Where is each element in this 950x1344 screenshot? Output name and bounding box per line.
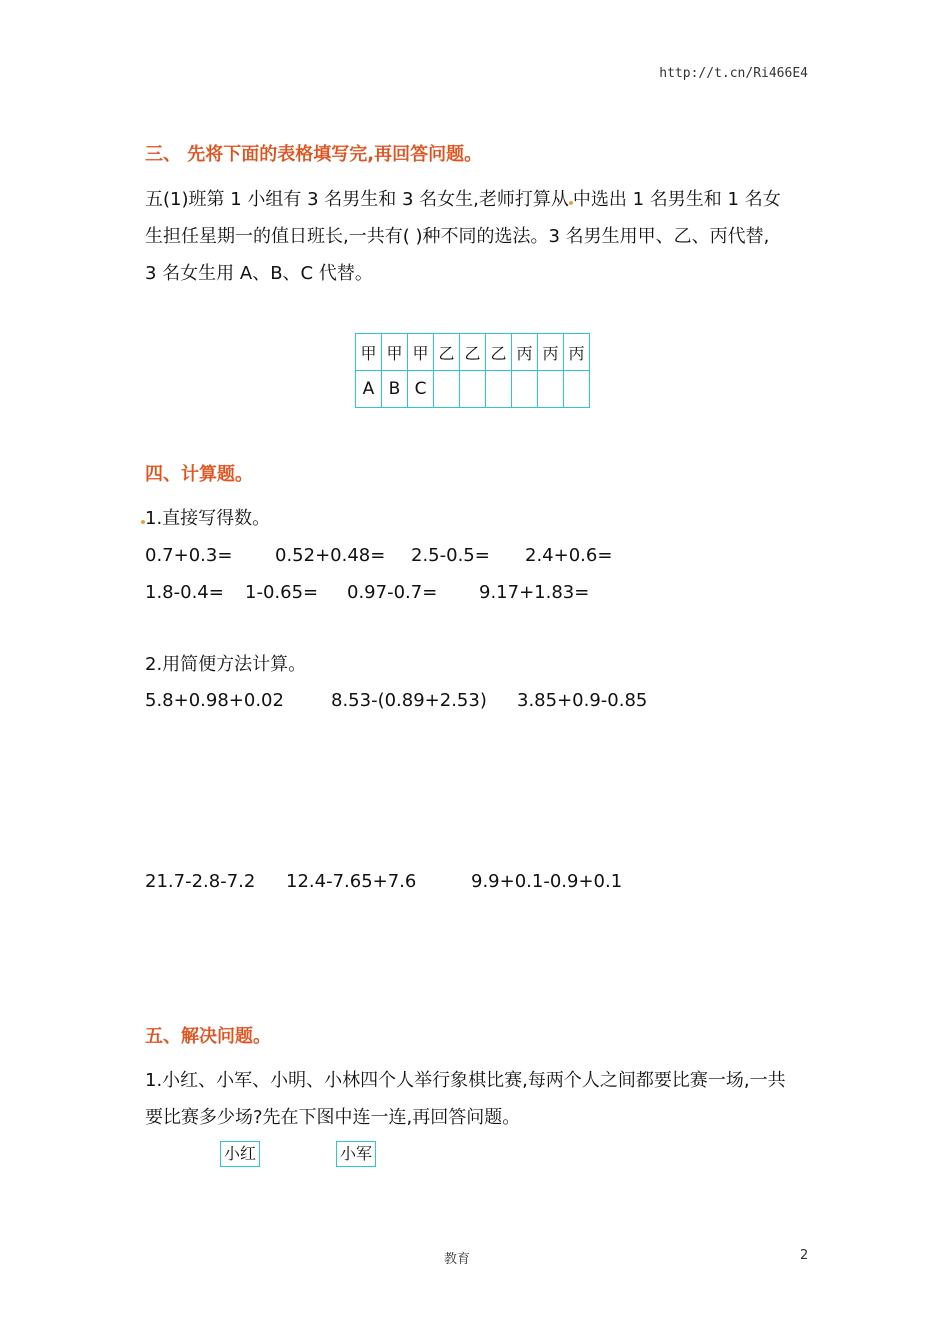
table-cell: 甲 (356, 334, 382, 371)
calc-item: 1-0.65= (245, 582, 319, 603)
calc-item: 0.7+0.3= (145, 545, 233, 566)
table-cell: 甲 (408, 334, 434, 371)
calc-item: 2.4+0.6= (525, 545, 613, 566)
calc-item: 12.4-7.65+7.6 (286, 871, 417, 892)
q1-title: 1.直接写得数。 (145, 508, 271, 529)
section3-para-line1 (145, 181, 781, 218)
table-cell[interactable] (434, 371, 460, 408)
calc-item: 5.8+0.98+0.02 (145, 690, 284, 711)
table-cell[interactable] (512, 371, 538, 408)
name-box-xiaojun: 小军 (336, 1141, 376, 1167)
section3-para-line1a: 五(1)班第 1 小组有 3 名男生和 3 名女生,老师打算从 (145, 189, 569, 210)
name-box-xiaohong: 小红 (220, 1141, 260, 1167)
section3-para-line2: 生担任星期一的值日班长,一共有( )种不同的选法。3 名男生用甲、乙、丙代替, (145, 226, 770, 247)
table-cell: 乙 (460, 334, 486, 371)
calc-item: 2.5-0.5= (411, 545, 490, 566)
table-cell: 丙 (512, 334, 538, 371)
page-number: 2 (800, 1248, 809, 1263)
calc-item: 8.53-(0.89+2.53) (331, 690, 487, 711)
table-cell: 丙 (538, 334, 564, 371)
q2-title: 2.用简便方法计算。 (145, 654, 307, 675)
table-row-girls (356, 371, 590, 408)
table-cell: C (408, 371, 434, 408)
table-cell: 乙 (434, 334, 460, 371)
calc-item: 9.9+0.1-0.9+0.1 (471, 871, 623, 892)
calc-item: 3.85+0.9-0.85 (517, 690, 648, 711)
section5-q1-line1: 1.小红、小军、小明、小林四个人举行象棋比赛,每两个人之间都要比赛一场,一共 (145, 1070, 786, 1091)
table-cell: A (356, 371, 382, 408)
pairing-table (355, 333, 590, 408)
table-cell: B (382, 371, 408, 408)
table-cell[interactable] (486, 371, 512, 408)
section3-para-line1b: 中选出 1 名男生和 1 名女 (572, 189, 781, 210)
table-cell: 乙 (486, 334, 512, 371)
table-cell: 丙 (564, 334, 590, 371)
q1-title-line (141, 500, 270, 537)
header-url: http://t.cn/Ri466E4 (659, 66, 808, 81)
table-row-boys (356, 334, 590, 371)
table-cell[interactable] (460, 371, 486, 408)
section3-para-line3: 3 名女生用 A、B、C 代替。 (145, 263, 373, 284)
section3-title: 三、 先将下面的表格填写完,再回答问题。 (145, 144, 483, 165)
calc-item: 1.8-0.4= (145, 582, 224, 603)
calc-item: 21.7-2.8-7.2 (145, 871, 256, 892)
footer-label: 教育 (444, 1252, 471, 1267)
table-cell: 甲 (382, 334, 408, 371)
calc-item: 9.17+1.83= (479, 582, 590, 603)
table-cell[interactable] (564, 371, 590, 408)
section5-title: 五、解决问题。 (145, 1026, 271, 1047)
table-cell[interactable] (538, 371, 564, 408)
calc-item: 0.97-0.7= (347, 582, 438, 603)
section5-q1-line2: 要比赛多少场?先在下图中连一连,再回答问题。 (145, 1107, 521, 1128)
section4-title: 四、计算题。 (145, 464, 253, 485)
calc-item: 0.52+0.48= (275, 545, 386, 566)
